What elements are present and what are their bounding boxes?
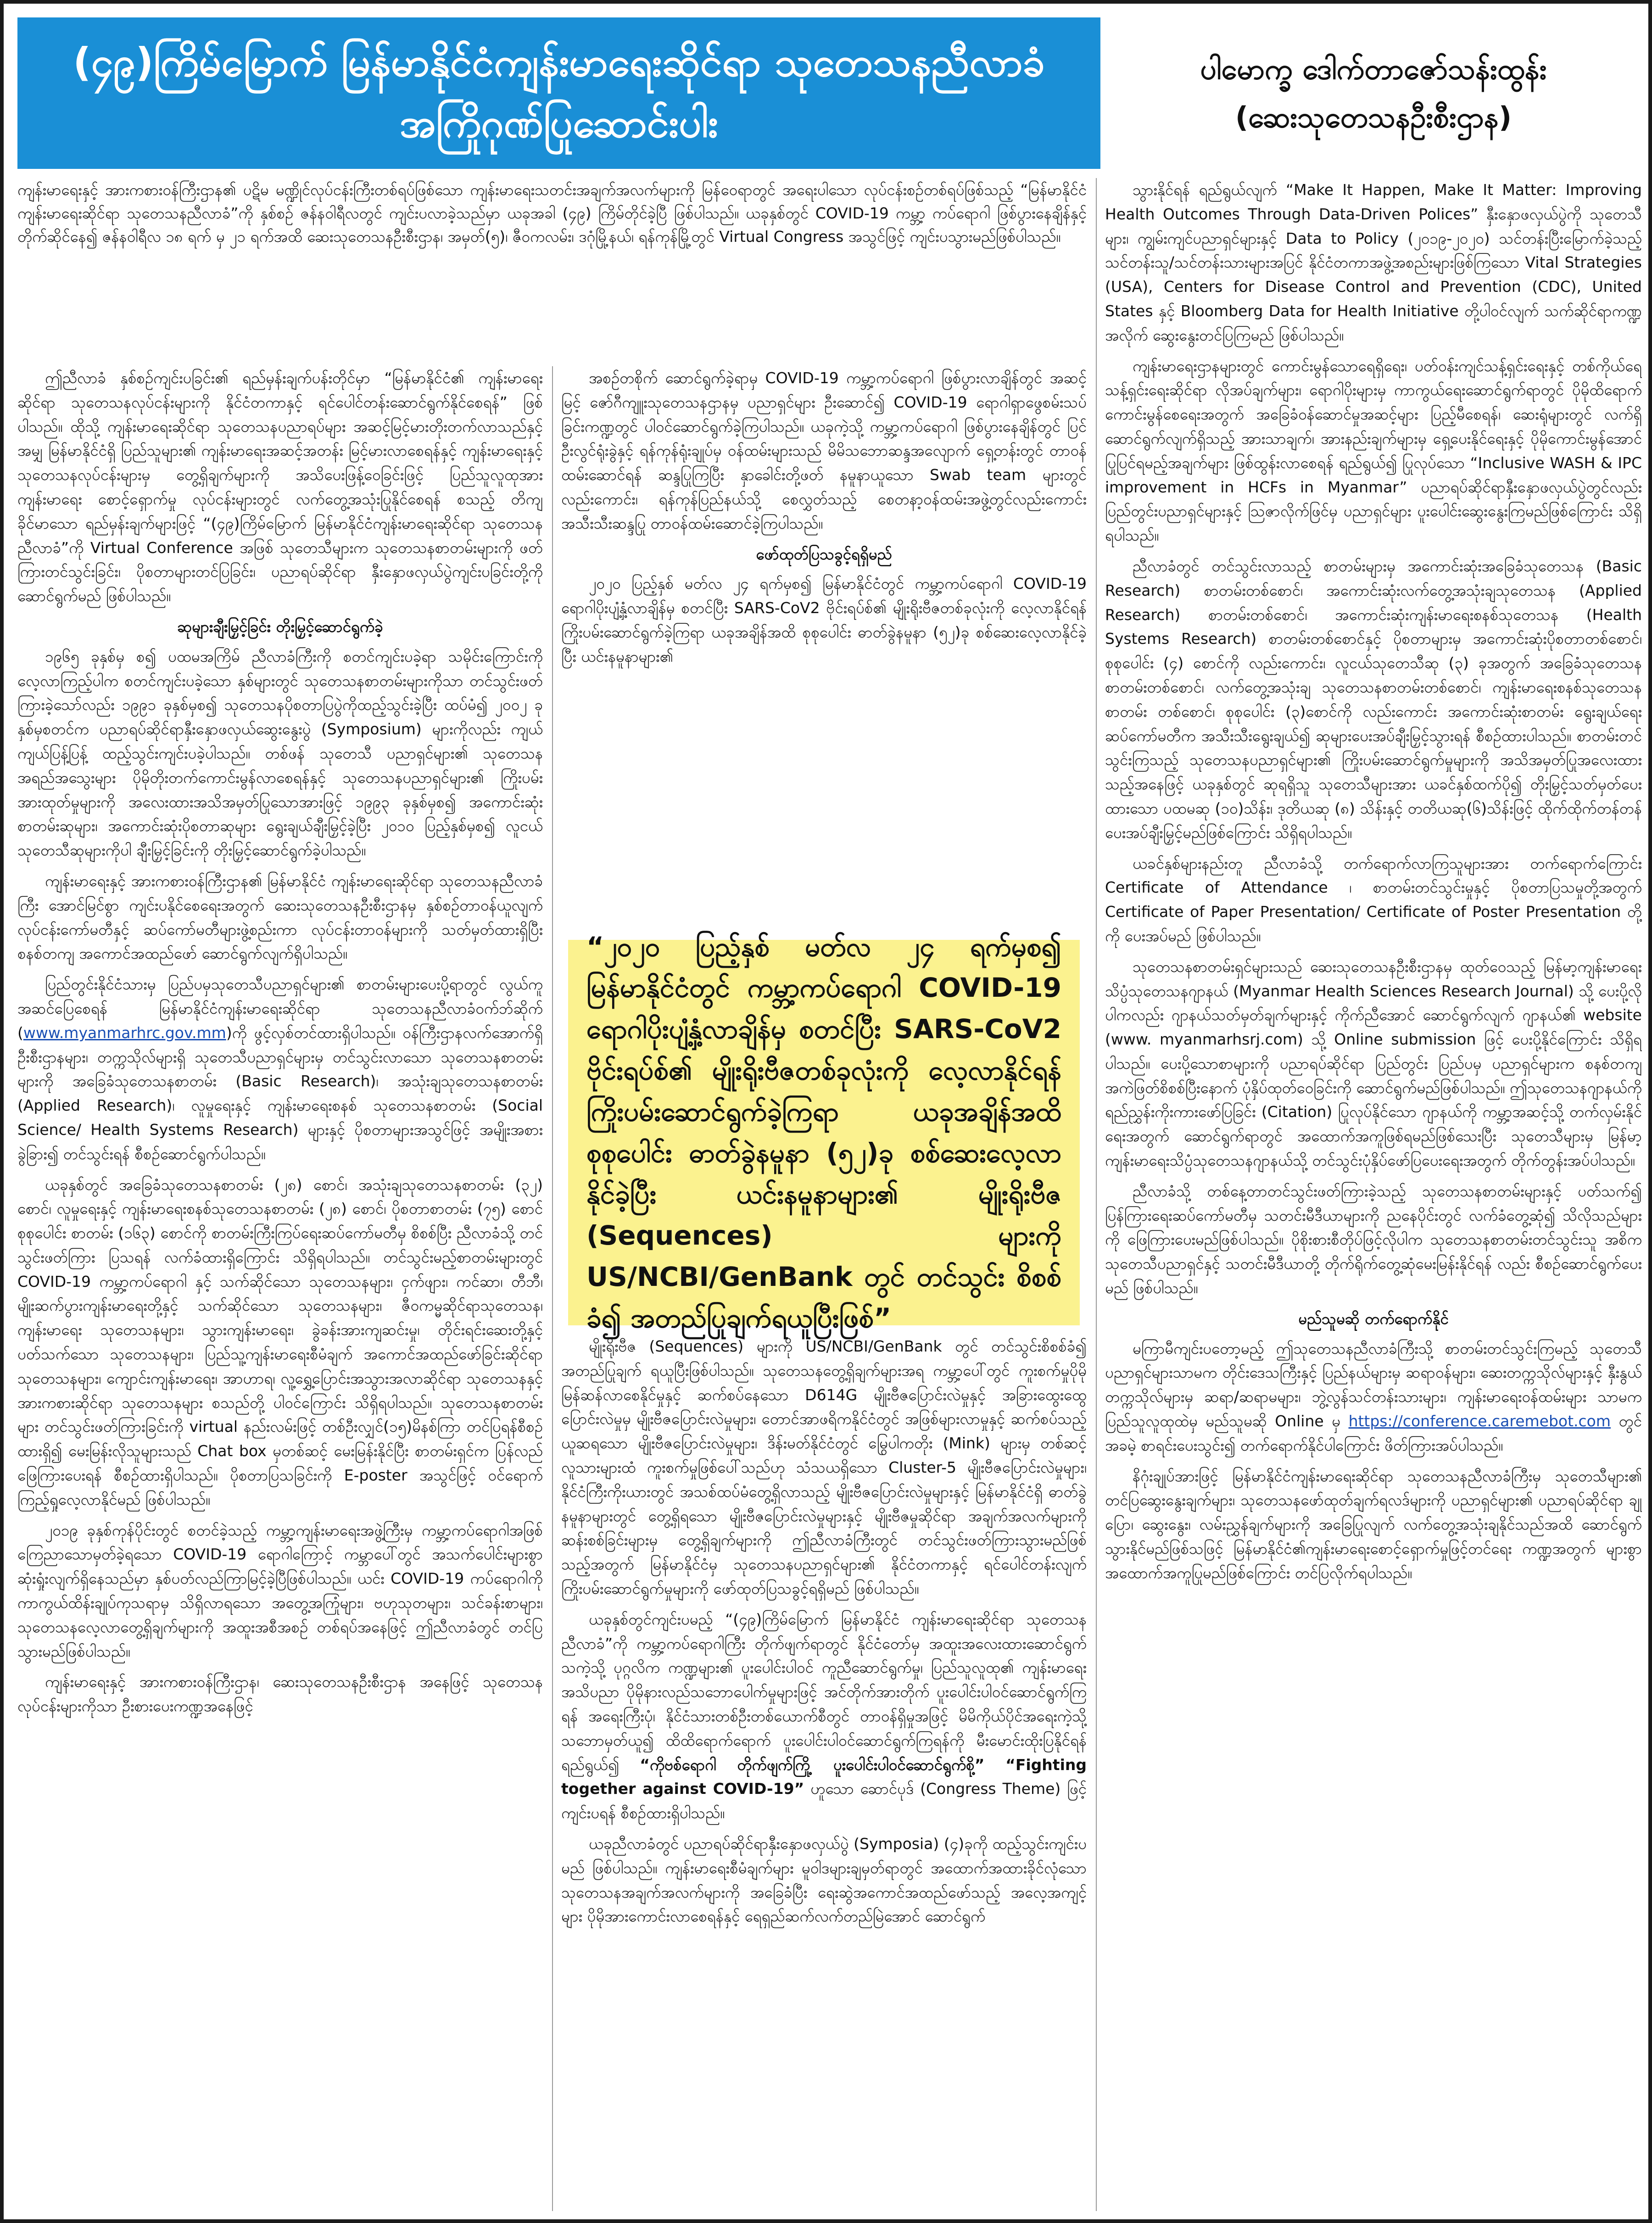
text: တွင် အခမဲ့ စာရင်းပေးသွင်း၍ တက်ရောက်နိုင်ပါကြောင်း ဖိတ်ကြားအပ်ပါသည်။ [1105,1412,1642,1454]
website-link[interactable]: www.myanmarhrc.gov.mm [23,1023,226,1042]
pull-quote-text: “၂၀၂၀ ပြည့်နှစ် မတ်လ ၂၄ ရက်မှစ၍ မြန်မာနိုင်ငံတွင် ကမ္ဘာ့ကပ်ရောဂါ COVID-19 ရောဂါပိုးပျံ့နှံ့လာချိန်မှ စတင်ပြီး SARS-CoV2 ဗိုင်းရပ်စ်၏ မျိုးရိုးဗီဇတစ်ခုလုံးကို လေ့လာနိုင်ရန် ကြိုးပမ်းဆောင်ရွက်ခဲ့ကြရာ ယခုအချိန်အထိ စုစုပေါင်း ဓာတ်ခွဲနမူနာ (၅၂)ခု စစ်ဆေးလေ့လာနိုင်ခဲ့ပြီး ယင်းနမူနာများ၏ မျိုးရိုးဗီဇ (Sequences) များကို US/NCBI/GenBank တွင် တင်သွင်း စိစစ်ခံ၍ အတည်ပြုချက်ရယူပြီးဖြစ်” [586,931,1061,1334]
paragraph: ညီလာခံသို့ တစ်နေ့တာတင်သွင်းဖတ်ကြားခဲ့သည့် သုတေသနစာတမ်းများနှင့် ပတ်သက်၍ ပြန်ကြားရေးဆပ်ကော်မတီမှ သတင်းမီဒီယာများကို ညနေပိုင်းတွင် လက်ခံတွေ့ဆုံ၍ သိလိုသည်များကို ဖြေကြားပေးမည်ဖြစ်ပါသည်။ ပိုစိုးစားစီတိုပ်ဖြင့်လိုပါက သုတေသနစာတမ်းတင်သွင်းသူ အစိကသုတေသီပညာရှင်နှင့် သတင်းမီဒီယာတို့ တိုက်ရိုက်တွေ့ဆုံမေးမြန်းနိုင်ရန် လည်း စီစဉ်ဆောင်ရွက်ပေးမည် ဖြစ်ပါသည်။ [1105,1182,1642,1297]
author-byline [1105,17,1642,169]
paragraph: ၂၀၁၉ ခုနှစ်ကုန်ပိုင်းတွင် စတင်ခဲ့သည့် ကမ္ဘာ့ကျန်းမာရေးအဖွဲ့ကြီးမှ ကမ္ဘာ့ကပ်ရောဂါအဖြစ် ကြေညာသောမှတ်ခဲ့ရသော COVID-19 ရောဂါကြောင့် ကမ္ဘာပေါ်တွင် အသက်ပေါင်းများစွာ ဆုံးရှုံးလျက်ရှိနေသည်မှာ နှစ်ပတ်လည်ကြာမြင့်ခဲ့ပြီဖြစ်ပါသည်။ ယင်း COVID-19 ကပ်ရောဂါကို ကာကွယ်ထိန်းချုပ်ကုသရာမှ သိရှိလာရသော အတွေ့အကြုံများ၊ ဗဟုသုတများ၊ သင်ခန်းစာများ၊ သုတေသနလေ့လာတွေ့ရှိချက်များကို အထူးအစီအစဉ် တစ်ရပ်အနေဖြင့် ဤညီလာခံတွင် တင်ပြသွားမည်ဖြစ်ပါသည်။ [17,1521,543,1660]
paragraph: ယခုနှစ်တွင် အခြေခံသုတေသနစာတမ်း (၂၈) စောင်၊ အသုံးချသုတေသနစာတမ်း (၃၂) စောင်၊ လူမှုရေးနှင့် ကျန်းမာရေးစနစ်သုတေသနစာတမ်း (၂၈) စောင်၊ ပိုစတာစာတမ်း (၇၅) စောင် စုစုပေါင်း စာတမ်း (၁၆၃) စောင်ကို စာတမ်းကြီးကြပ်ရေးဆပ်ကော်မတီမှ စိစစ်ပြီး ညီလာခံသို့ တင်သွင်းဖတ်ကြား ပြသရန် လက်ခံထားရှိကြောင်း သိရှိရပါသည်။ တင်သွင်းမည့်စာတမ်းများတွင် COVID-19 ကမ္ဘာ့ကပ်ရောဂါ နှင့် သက်ဆိုင်သော သုတေသနများ၊ ငှက်ဖျား၊ ကင်ဆာ၊ တီဘီ၊ မျိုးဆက်ပွားကျန်းမာရေးတို့နှင့် သက်ဆိုင်သော သုတေသနများ၊ ဇီဝကမ္မဆိုင်ရာသုတေသန၊ ကျန်းမာရေး သုတေသနများ၊ သွားကျန်းမာရေး၊ ခွဲခန်းအားကျဆင်းမှု၊ တိုင်းရင်းဆေးတို့နှင့် ပတ်သက်သော သုတေသနများ၊ ပြည်သူ့ကျန်းမာရေးစီမံချက် အကောင်အထည်ဖော်ခြင်းဆိုင်ရာ သုတေသနများ၊ ကျောင်းကျန်းမာရေး၊ အာဟာရ၊ လူ့ရွှေ့ပြောင်းအသွားအလာဆိုင်ရာ သုတေသနနှင့် အားကစားဆိုင်ရာ သုတေသနများ စသည်တို့ ပါဝင်ကြောင်း သိရှိရပါသည်။ သုတေသနစာတမ်းများ တင်သွင်းဖတ်ကြားခြင်းကို virtual နည်းလမ်းဖြင့် တစ်ဦးလျှင်(၁၅)မိနစ်ကြာ တင်ပြရန်စီစဉ်ထားရှိ၍ မေးမြန်းလိုသူများသည် Chat box မှတစ်ဆင့် မေးမြန်းနိုင်ပြီး စာတမ်းရှင်က ပြန်လည်ဖြေကြားပေးရန် စီစဉ်ထားရှိပါသည်။ ပိုစတာပြသခြင်းကို E-poster အသွင်ဖြင့် ဝင်ရောက်ကြည့်ရှုလေ့လာနိုင်မည် ဖြစ်ပါသည်။ [17,1175,543,1508]
conference-link[interactable]: https://conference.caremebot.com [1348,1412,1611,1430]
text: ပြည်တွင်းနိုင်ငံသားမှ ပြည်ပမှသုတေသီပညာရှင်များ၏ စာတမ်းများပေးပို့ရာတွင် လွယ်ကူအဆင်ပြေစေရန် မြန်မာနိုင်ငံကျန်းမာရေးဆိုင်ရာ သုတေသနညီလာခံဝက်ဘ်ဆိုက် ( [17,975,543,1042]
paragraph: ဤညီလာခံ နှစ်စဉ်ကျင်းပခြင်း၏ ရည်မှန်းချက်ပန်းတိုင်မှာ “မြန်မာနိုင်ငံ၏ ကျန်းမာရေးဆိုင်ရာ သုတေသနလုပ်ငန်းများကို နိုင်ငံတကာနှင့် ရင်ပေါင်တန်းဆောင်ရွက်နိုင်စေရန်” ဖြစ်ပါသည်။ ထိုသို့ ကျန်းမာရေးဆိုင်ရာ သုတေသနပညာရပ်များ အဆင့်မြင့်မားတိုးတက်လာသည်နှင့်အမျှ မြန်မာနိုင်ငံရှိ ပြည်သူများ၏ ကျန်းမာရေးအဆင့်အတန်း မြင့်မားလာစေရန်နှင့် ကျန်းမာရေးနှင့် သုတေသနလုပ်ငန်းများမှ တွေ့ရှိချက်များကို အသိပေးဖြန့်ဝေခြင်းဖြင့် ပြည်သူလူထုအား ကျန်းမာရေး စောင့်ရှောက်မှု လုပ်ငန်းများတွင် လက်တွေ့အသုံးပြုနိုင်စေရန် စသည့် တိကျခိုင်မာသော ရည်မှန်းချက်များဖြင့် “(၄၉)ကြိမ်မြောက် မြန်မာနိုင်ငံကျန်းမာရေးဆိုင်ရာ သုတေသနညီလာခံ”ကို Virtual Conference အဖြစ် သုတေသီများက သုတေသနစာတမ်းများကို ဖတ်ကြားတင်သွင်းခြင်း၊ ပိုစတာများတင်ပြခြင်း၊ ပညာရပ်ဆိုင်ရာ နှီးနှောဖလှယ်ပွဲကျင်းပခြင်းတို့ကို ဆောင်ရွက်မည် ဖြစ်ပါသည်။ [17,369,543,605]
paragraph: ညီလာခံတွင် တင်သွင်းလာသည့် စာတမ်းများမှ အကောင်းဆုံးအခြေခံသုတေသန (Basic Research) စာတမ်းတစ်စောင်၊ အကောင်းဆုံးလက်တွေ့အသုံးချသုတေသန (Applied Research) စာတမ်းတစ်စောင်၊ အကောင်းဆုံးကျန်းမာရေးစနစ်သုတေသန (Health Systems Research) စာတမ်းတစ်စောင်နှင့် ပိုစတာများမှ အကောင်းဆုံးပိုစတာတစ်စောင်၊ စုစုပေါင်း (၄) စောင်ကို လည်းကောင်း၊ လူငယ်သုတေသီဆု (၃) ခုအတွက် အခြေခံသုတေသနစာတမ်းတစ်စောင်၊ လက်တွေ့အသုံးချ သုတေသနစာတမ်းတစ်စောင်၊ ကျန်းမာရေးစနစ်သုတေသနစာတမ်း တစ်စောင်၊ စုစုပေါင်း (၃)စောင်ကို လည်းကောင်း အကောင်းဆုံးစာတမ်း ရွေးချယ်ရေး ဆပ်ကော်မတီက အသီးသီးရွေးချယ်၍ ဆုများပေးအပ်ချီးမြှင့်သွားရန် စီစဉ်ထားပါသည်။ စာတမ်းတင်သွင်းကြသည့် သုတေသနပညာရှင်များ၏ ကြိုးပမ်းဆောင်ရွက်မှုများကို အသိအမှတ်ပြုအလေးထားသည့်အနေဖြင့် ယခုနှစ်တွင် ဆုရရှိသူ သုတေသီများအား ယခင်နှစ်ထက်ပို၍ တိုးမြှင့်သတ်မှတ်ပေးထားသော ပထမဆု (၁၀)သိန်း၊ ဒုတိယဆု (၈) သိန်းနှင့် တတိယဆု(၆)သိန်းဖြင့် ထိုက်ထိုက်တန်တန် ပေးအပ်ချီးမြှင့်မည်ဖြစ်ကြောင်း သိရှိရပါသည်။ [1105,557,1642,842]
paragraph [17,972,543,1166]
column-1 [17,366,543,2211]
text: မကြာမီကျင်းပတော့မည့် ဤသုတေသနညီလာခံကြီးသို့ စာတမ်းတင်သွင်းကြမည့် သုတေသီပညာရှင်များသာမက တိုင်းဒေသကြီးနှင့် ပြည်နယ်များမှ ဆရာဝန်များ၊ ဆေးတက္ကသိုလ်များနှင့် နှီးနွယ်တက္ကသိုလ်များမှ ဆရာ/ဆရာမများ၊ ဘွဲ့လွန်သင်တန်းသားများ၊ ကျန်းမာရေးဝန်ထမ်းများ သာမက ပြည်သူလူထုထဲမှ မည်သူမဆို Online မှ [1105,1339,1642,1430]
column-3 [1105,178,1642,2211]
text: )ကို ဖွင့်လှစ်တင်ထားရှိပါသည်။ ဝန်ကြီးဌာနလက်အောက်ရှိ ဦးစီးဌာနများ၊ တက္ကသိုလ်များရှိ သုတေသီပညာရှင်များမှ တင်သွင်းလာသော သုတေသနစာတမ်းများကို အခြေခံသုတေသနစာတမ်း (Basic Research)၊ အသုံးချသုတေသနစာတမ်း (Applied Research)၊ လူမှုရေးနှင့် ကျန်းမာရေးစနစ် သုတေသနစာတမ်း (Social Science/ Health Systems Research) များနှင့် ပိုစတာများအသွင်ဖြင့် အမျိုးအစားခွဲခြား၍ တင်သွင်းရန် စီစဉ်ဆောင်ရွက်ပါသည်။ [17,1023,543,1163]
pull-quote-box [568,931,1080,1334]
paragraph: ကျန်းမာရေးဌာနများတွင် ကောင်းမွန်သောရေရှိရေး၊ ပတ်ဝန်းကျင်သန့်ရှင်းရေးနှင့် တစ်ကိုယ်ရေသန့်ရှင်းရေးဆိုင်ရာ လိုအပ်ချက်များ၊ ရောဂါပိုးများမှ ကာကွယ်ရေးဆောင်ရွက်ရာတွင် ပိုမိုထိရောက်ကောင်းမွန်စေရေးအတွက် အခြေခံဝန်ဆောင်မှုအဆင့်များ ပြည့်မီစေရန်၊ ဆေးရုံများတွင် လက်ရှိဆောင်ရွက်လျက်ရှိသည့် အားသာချက်၊ အားနည်းချက်များမှ ရှေ့ပေးနိုင်ရေးနှင့် ပိုမိုကောင်းမွန်အောင်ပြုပြင်ရမည့်အချက်များ ဖြစ်ထွန်းလာစေရန် ရည်ရွယ်၍ ပြုလုပ်သော “Inclusive WASH & IPC improvement in HCFs in Myanmar” ပညာရပ်ဆိုင်ရာနှီးနှောဖလှယ်ပွဲတွင်လည်း ပြည်တွင်းပညာရှင်များနှင့် ဩဇာလိုက်ဖြင်မှ ပညာရှင်များ ပူးပေါင်းဆွေးနွေးကြမည်ဖြစ်ကြောင်း သိရှိရပါသည်။ [1105,357,1642,545]
paragraph: သုတေသနစာတမ်းရှင်များသည် ဆေးသုတေသနဦးစီးဌာနမှ ထုတ်ဝေသည့် မြန်မာ့ကျန်းမာရေး သိပ္ပံသုတေသနဂျာနယ် (Myanmar Health Sciences Research Journal) သို့ ပေးပို့လိုပါကလည်း ဂျာနယ်သတ်မှတ်ချက်များနှင့် ကိုက်ညီအောင် ဆောင်ရွက်လျက် ဂျာနယ်၏ website (www. myanmarhsrj.com) သို့ Online submission ဖြင့် ပေးပို့နိုင်ကြောင်း သိရှိရပါသည်။ ပေးပို့သောစာများကို ပညာရပ်ဆိုင်ရာ ပြည်တွင်း ပြည်ပမှ ပညာရှင်များက စနစ်တကျ အကဲဖြတ်စိစစ်ပြီးနောက် ပုံနှိပ်ထုတ်ဝေခြင်းကို ဆောင်ရွက်မည်ဖြစ်ပါသည်။ ဤသုတေသနဂျာနယ်ကို ရည်ညွှန်းကိုးကားဖော်ပြခြင်း (Citation) ပြုလုပ်နိုင်သော ဂျာနယ်ကို ကမ္ဘာ့အဆင့်သို့ တက်လှမ်းနိုင်ရေးအတွက် ဆောင်ရွက်ရာတွင် အထောက်အကူဖြစ်ရမည်ဖြစ်သေးပြီး သုတေသီများမှ မြန်မာ့ကျန်းမာရေးသိပ္ပံသုတေသနဂျာနယ်သို့ တင်သွင်းပုံနှိပ်ဖော်ပြပေးရေးအတွက် တိုက်တွန်းအပ်ပါသည်။ [1105,957,1642,1170]
text: ဟူသော ဆောင်ပုဒ် (Congress Theme) ဖြင့် ကျင်းပရန် စီစဉ်ထားရှိပါသည်။ [561,1780,1087,1822]
paragraph: ယခုညီလာခံတွင် ပညာရပ်ဆိုင်ရာနှီးနှောဖလှယ်ပွဲ (Symposia) (၄)ခုကို ထည့်သွင်းကျင်းပမည် ဖြစ်ပါသည်။ ကျန်းမာရေးစီမံချက်များ မူဝါဒများချမှတ်ရာတွင် အထောက်အထားခိုင်လုံသော သုတေသနအချက်အလက်များကို အခြေခံပြီး ရေးဆွဲအကောင်အထည်ဖော်သည့် အလေ့အကျင့်များ ပိုမိုအားကောင်းလာစေရန်နှင့် ရေရှည်ဆက်လက်တည်မြဲအောင် ဆောင်ရွက် [561,1834,1087,1926]
column-2-top [561,366,1087,931]
paragraph: သွားနိုင်ရန် ရည်ရွယ်လျက် “Make It Happen, Make It Matter: Improving Health Outcomes Through Data-Driven Polices” နှီးနှောဖလှယ်ပွဲကို သုတေသီများ၊ ကျွမ်းကျင်ပညာရှင်များနှင့် Data to Policy (၂၀၁၉-၂၀၂၀) သင်တန်းပြီးမြောက်ခဲ့သည့် သင်တန်းသူ/သင်တန်းသားများအပြင် နိုင်ငံတကာအဖွဲ့အစည်းများဖြစ်ကြသော Vital Strategies (USA), Centers for Disease Control and Prevention (CDC), United States နှင့် Bloomberg Data for Health Initiative တို့ပါဝင်လျက် သက်ဆိုင်ရာကဏ္ဍအလိုက် ဆွေးနွေးတင်ပြကြမည် ဖြစ်ပါသည်။ [1105,181,1642,344]
congress-theme: “ကိုဗစ်ရောဂါ တိုက်ဖျက်ကြို့ ပူးပေါင်းပါဝင်ဆောင်ရွက်စို့” “Fighting together against COVID-19” [561,1755,1087,1798]
paragraph: နိဂုံးချုပ်အားဖြင့် မြန်မာနိုင်ငံကျန်းမာရေးဆိုင်ရာ သုတေသနညီလာခံကြီးမှ သုတေသီများ၏ တင်ပြဆွေးနွေးချက်များ၊ သုတေသနဖော်ထုတ်ချက်ရလဒ်များကို ပညာရှင်များ၏ ပညာရပ်ဆိုင်ရာ ချုပြော၊ ဆွေးနွေး၊ လမ်းညွှန်ချက်များကို အခြေပြုလျက် လက်တွေ့အသုံးချနိုင်သည်အထိ ဆောင်ရွက်သွားနိုင်မည်ဖြစ်သဖြင့် မြန်မာနိုင်ငံ၏ကျန်းမာရေးစောင့်ရှောက်မှုဖြင့်တင်ရေး ကဏ္ဍအတွက် များစွာအထောက်အကူပြုမည်ဖြစ်ကြောင်း တင်ပြလိုက်ရပါသည်။ [1105,1467,1642,1582]
paragraph: ယခင်နှစ်များနည်းတူ ညီလာခံသို့ တက်ရောက်လာကြသူများအား တက်ရောက်ကြောင်း Certificate of Attendance ၊ စာတမ်းတင်သွင်းမှုနှင့် ပိုစတာပြသမှုတို့အတွက် Certificate of Paper Presentation/ Certificate of Poster Presentation တို့ကို ပေးအပ်မည် ဖြစ်ပါသည်။ [1105,854,1642,945]
column-2-bottom [561,1335,1087,2211]
column-divider [552,366,553,2211]
column-2 [561,366,1087,2211]
intro-paragraph: ကျန်းမာရေးနှင့် အားကစားဝန်ကြီးဌာန၏ ပဋိမ မဏ္ဍိုင်လုပ်ငန်းကြီးတစ်ရပ်ဖြစ်သော ကျန်းမာရေးသတင်းအချက်အလက်များကို မြန်ဝေရာတွင် အရေးပါသော လုပ်ငန်းစဉ်တစ်ရပ်ဖြစ်သည့် “မြန်မာနိုင်ငံ ကျန်းမာရေးဆိုင်ရာ သုတေသနညီလာခံ”ကို နှစ်စဉ် ဇန်နဝါရီလတွင် ကျင်းပလာခဲ့သည်မှာ ယခုအခါ (၄၉) ကြိမ်တိုင်ခဲ့ပြီ ဖြစ်ပါသည်။ ယခုနှစ်တွင် COVID-19 ကမ္ဘာ့ ကပ်ရောဂါ ဖြစ်ပွားနေချိန်နှင့် တိုက်ဆိုင်နေ၍ ဇန်နဝါရီလ ၁၈ ရက် မှ ၂၁ ရက်အထိ ဆေးသုတေသနဦးစီးဌာန၊ အမှတ်(၅)၊ ဇီဝကလမ်း၊ ဒဂုံမြို့နယ်၊ ရန်ကုန်မြို့တွင် Virtual Congress အသွင်ဖြင့် ကျင်းပသွားမည်ဖြစ်ပါသည်။ [17,181,1087,246]
text: ယခုနှစ်တွင်ကျင်းပမည့် “(၄၉)ကြိမ်မြောက် မြန်မာနိုင်ငံ ကျန်းမာရေးဆိုင်ရာ သုတေသနညီလာခံ”ကို ကမ္ဘာ့ကပ်ရောဂါကြီး တိုက်ဖျက်ရာတွင် နိုင်ငံတော်မှ အထူးအလေးထားဆောင်ရွက်သကဲ့သို့ ပုဂ္ဂလိက ကဏ္ဍများ၏ ပူးပေါင်းပါဝင် ကူညီဆောင်ရွက်မှု၊ ပြည်သူလူထု၏ ကျန်းမာရေးအသိပညာ ပိုမိုနားလည်သဘောပေါက်မှုများဖြင့် အင်တိုက်အားတိုက် ပူးပေါင်းပါဝင်ဆောင်ရွက်ကြရန် အရေးကြီးပုံ၊ နိုင်ငံသားတစ်ဦးတစ်ယောက်စီတွင် တာဝန်ရှိမှုအဖြင့် မိမိကိုယ်ပိုင်အရေးကဲ့သို့ သဘောမှတ်ယူ၍ ထိထိရောက်ရောက် ပူးပေါင်းပါဝင်ဆောင်ရွက်ကြရန်ကို မီးမောင်းထိုးပြနိုင်ရန်ရည်ရွယ်၍ [561,1610,1087,1774]
paragraph: ကျန်းမာရေးနှင့် အားကစားဝန်ကြီးဌာန၊ ဆေးသုတေသနဦးစီးဌာန အနေဖြင့် သုတေသနလုပ်ငန်းများကိုသာ ဦးစားပေးကဏ္ဍအနေဖြင့် [17,1673,543,1715]
article-title-line-2: အကြိုဂုဏ်ပြုဆောင်းပါး [400,101,718,146]
paragraph: ၂၀၂၀ ပြည့်နှစ် မတ်လ ၂၄ ရက်မှစ၍ မြန်မာနိုင်ငံတွင် ကမ္ဘာ့ကပ်ရောဂါ COVID-19 ရောဂါပိုးပျံ့နှံ့လာချိန်မှ စတင်ပြီး SARS-CoV2 ဗိုင်းရပ်စ်၏ မျိုးရိုးဗီဇတစ်ခုလုံးကို လေ့လာနိုင်ရန် ကြိုးပမ်းဆောင်ရွက်ခဲ့ကြရာ ယခုအချိန်အထိ စုစုပေါင်း ဓာတ်ခွဲနမူနာ (၅၂)ခု စစ်ဆေးလေ့လာနိုင်ခဲ့ပြီး ယင်းနမူနာများ၏ [561,575,1087,665]
author-affiliation: (ဆေးသုတေသနဦးစီးဌာန) [1235,101,1512,134]
paragraph: ကျန်းမာရေးနှင့် အားကစားဝန်ကြီးဌာန၏ မြန်မာနိုင်ငံ ကျန်းမာရေးဆိုင်ရာ သုတေသနညီလာခံကြီး အောင်မြင်စွာ ကျင်းပနိုင်စေရေးအတွက် ဆေးသုတေသနဦးစီးဌာနမှ နှစ်စဉ်တာဝန်ယူလျက် လုပ်ငန်းကော်မတီနှင့် ဆပ်ကော်မတီများဖွဲ့စည်းကာ လုပ်ငန်းတာဝန်များကို သတ်မှတ်ထားရှိပြီး စနစ်တကျ အကောင်အထည်ဖော် ဆောင်ရွက်လျက်ရှိပါသည်။ [17,871,543,963]
subheading: ဆုများချီးမြှင့်ခြင်း တိုးမြှင့်ဆောင်ရွက်ခဲ့ [177,617,383,636]
paragraph: ၁၉၆၅ ခုနှစ်မှ စ၍ ပထမအကြိမ် ညီလာခံကြီးကို စတင်ကျင်းပခဲ့ရာ သမိုင်းကြောင်းကို လေ့လာကြည့်ပါက စတင်ကျင်းပခဲ့သော နှစ်များတွင် သုတေသနစာတမ်းများကိုသာ တင်သွင်းဖတ်ကြားခဲ့သော်လည်း ၁၉၉၁ ခုနှစ်မှစ၍ သုတေသနပိုစတာပြပွဲကိုထည့်သွင်းခဲ့ပြီး ထပ်မံ၍ ၂၀၀၂ ခုနှစ်မှစတင်က ပညာရပ်ဆိုင်ရာနှီးနှောဖလှယ်ဆွေးနွေးပွဲ (Symposium) များကိုလည်း ကျယ်ကျယ်ပြန့်ပြန့် ထည့်သွင်းကျင်းပခဲ့ပါသည်။ တစ်ဖန် သုတေသီ ပညာရှင်များ၏ သုတေသနအရည်အသွေးများ ပိုမိုတိုးတက်ကောင်းမွန်လာစေရန်နှင့် သုတေသနပညာရှင်များ၏ ကြိုးပမ်းအားထုတ်မှုများကို အလေးထားအသိအမှတ်ပြုသောအားဖြင့် ၁၉၉၃ ခုနှစ်မှစ၍ အကောင်းဆုံး စာတမ်းဆုများ၊ အကောင်းဆုံးပိုစတာဆုများ ရွေးချယ်ချီးမြှင့်ခဲ့ပြီး ၂၀၁၀ ပြည့်နှစ်မှစ၍ လူငယ်သုတေသီဆုများကိုပါ ချီးမြှင့်ခြင်းကို တိုးမြှင့်ဆောင်ရွက်ခဲ့ပါသည်။ [17,647,543,860]
author-name: ပါမောက္ခ ဒေါက်တာဇော်သန်းထွန်း [1200,52,1547,86]
paragraph [1105,1337,1642,1458]
paragraph [561,1608,1087,1826]
article-body [17,178,1642,2211]
paragraph: အစဉ်တစိုက် ဆောင်ရွက်ခဲ့ရာမှ COVID-19 ကမ္ဘာ့ကပ်ရောဂါ ဖြစ်ပွားလာချိန်တွင် အဆင့်မြင့် ဇော်ဂီကျူးသုတေသနဌာနမှ ပညာရှင်များ ဦးဆောင်၍ COVID-19 ရောဂါရှာဖွေစမ်းသပ်ခြင်းကဏ္ဍတွင် ပါဝင်ဆောင်ရွက်ခဲ့ကြပါသည်။ ယခုကဲ့သို့ ကမ္ဘာ့ကပ်ရောဂါ ဖြစ်ပွားနေချိန်တွင် ပြင်ဦးလွင်ရုံးခွဲနှင့် ရန်ကုန်ရုံးချုပ်မှ ဝန်ထမ်းများသည် မိမိသဘောဆန္ဒအလျောက် ရှေ့တန်းတွင် တာဝန်ထမ်းဆောင်ရန် ဆန္ဒပြုကြပြီး နှာခေါင်းတို့ဖတ် နမူနာယူသော Swab team များတွင် လည်းကောင်း၊ ရန်ကုန်ပြည်နယ်သို့ စေလွှတ်သည့် စေတနာ့ဝန်ထမ်းအဖွဲ့တွင်လည်းကောင်း အသီးသီးဆန္ဒပြု တာဝန်ထမ်းဆောင်ခဲ့ကြပါသည်။ [561,369,1087,532]
article-title-banner [17,17,1100,169]
column-divider [1096,178,1097,2211]
paragraph: မျိုးရိုးဗီဇ (Sequences) များကို US/NCBI/GenBank တွင် တင်သွင်းစိစစ်ခံ၍ အတည်ပြုချက် ရယူပြီးဖြစ်ပါသည်။ သုတေသနတွေ့ရှိချက်များအရ ကမ္ဘာ့ပေါ်တွင် ကူးစက်မှုပိုမိုမြန်ဆန်လာစေနိုင်မှုနှင့် ဆက်စပ်နေသော D614G မျိုးဗီဇပြောင်းလဲမှုနှင့် အခြားထွေးထွေပြောင်းလဲမှုမှ မျိုးဗီဇပြောင်းလဲမှုများ၊ တောင်အာဖရိကနိုင်ငံတွင် အဖြစ်များလာမှုနှင့် ဆက်စပ်သည့် ယူဆရသော မျိုးဗီဇပြောင်းလဲမှုများ၊ ဒိန်းမတ်နိုင်ငံတွင် မြွေပါကတိုး (Mink) များမှ တစ်ဆင့် လူသားများထံ ကူးစက်မှုဖြစ်ပေါ်သည်ဟု သံသယရှိသော Cluster-5 မျိုးဗီဇပြောင်းလဲမှုများ၊ နိုင်ငံကြီးကိုးယားတွင် အသစ်ထပ်မံတွေ့ရှိလာသည့် မျိုးဗီဇပြောင်းလဲမှုများနှင့် မြန်မာနိုင်ငံရှိ ဓာတ်ခွဲနမူနာများတွင် တွေ့ရှိရသော မျိုးဗီဇပြောင်းလဲမှုများနှင့် မျိုးဗီဇမှုဆိုင်ရာ အချက်အလက်များကို ဆန်းစစ်ခြင်းများမှ တွေ့ရှိချက်များကို ဤညီလာခံကြီးတွင် တင်သွင်းဖတ်ကြားသွားမည်ဖြစ်သည့်အတွက် မြန်မာနိုင်ငံမှ သုတေသနပညာရှင်များ၏ နိုင်ငံတကာနှင့် ရင်ပေါင်တန်းလျက် ကြိုးပမ်းဆောင်ရွက်မှုများကို ဖော်ထုတ်ပြသခွင့်ရရှိမည် ဖြစ်ပါသည်။ [561,1337,1087,1597]
subheading: ဖော်ထုတ်ပြသခွင့်ရရှိမည် [756,545,892,563]
article-title-line-1: (၄၉)ကြိမ်မြောက် မြန်မာနိုင်ငံကျန်းမာရေးဆိုင်ရာ သုတေသနညီလာခံ [73,39,1045,85]
subheading: မည်သူမဆို တက်ရောက်နိုင် [1298,1309,1449,1328]
